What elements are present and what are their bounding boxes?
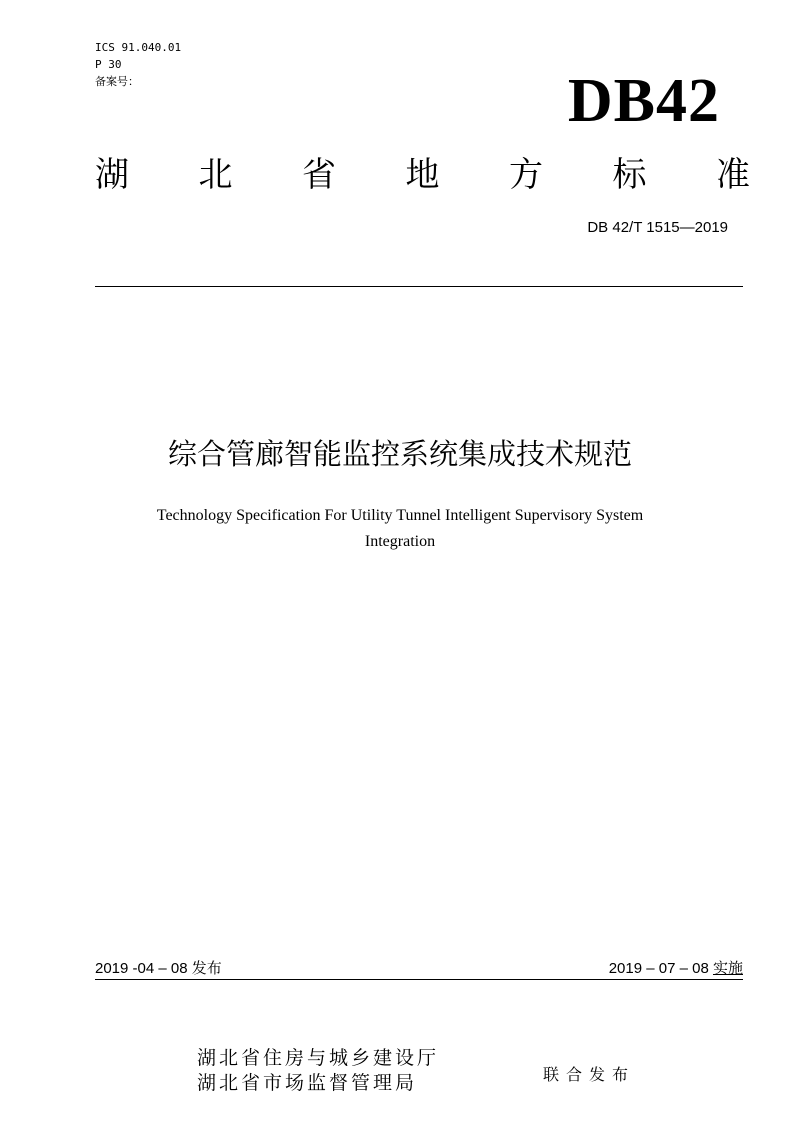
document-title-chinese: 综合管廊智能监控系统集成技术规范 [167, 437, 632, 471]
header-divider [95, 286, 743, 287]
standard-code-logo: DB42 [567, 67, 720, 135]
standard-type-char: 北 [198, 155, 233, 195]
standard-type-heading [95, 152, 750, 198]
release-date: 2019 -04 – 08 发布 [95, 960, 222, 977]
implementation-label: 实施 [712, 960, 743, 977]
issuing-authorities [197, 1046, 439, 1096]
implementation-date-value: 2019 – 07 – 08 [608, 960, 709, 977]
implementation-date [609, 958, 743, 980]
standard-type-char: 准 [716, 155, 750, 195]
ics-code: ICS 91.040.01 [95, 41, 182, 54]
document-title-english-line: Technology Specification For Utility Tunnel Intelligent Supervisory System [156, 507, 644, 524]
document-title-english [100, 503, 700, 555]
document-title-english-line: Integration [364, 533, 436, 550]
standard-type-char: 省 [302, 155, 336, 195]
filing-number-label: 备案号： [95, 75, 139, 88]
ccs-code: P 30 [95, 58, 122, 71]
standard-type-char: 湖 [95, 155, 129, 195]
issuer-name: 湖北省市场监督管理局 [197, 1072, 418, 1094]
standard-type-char: 地 [405, 155, 440, 195]
standard-type-char: 方 [509, 155, 543, 195]
footer-divider [95, 979, 743, 980]
standard-type-char: 标 [612, 155, 647, 195]
joint-release-label: 联合发布 [543, 1065, 636, 1084]
issuer-name: 湖北省住房与城乡建设厅 [197, 1047, 440, 1069]
standard-number: DB 42/T 1515—2019 [587, 219, 728, 236]
